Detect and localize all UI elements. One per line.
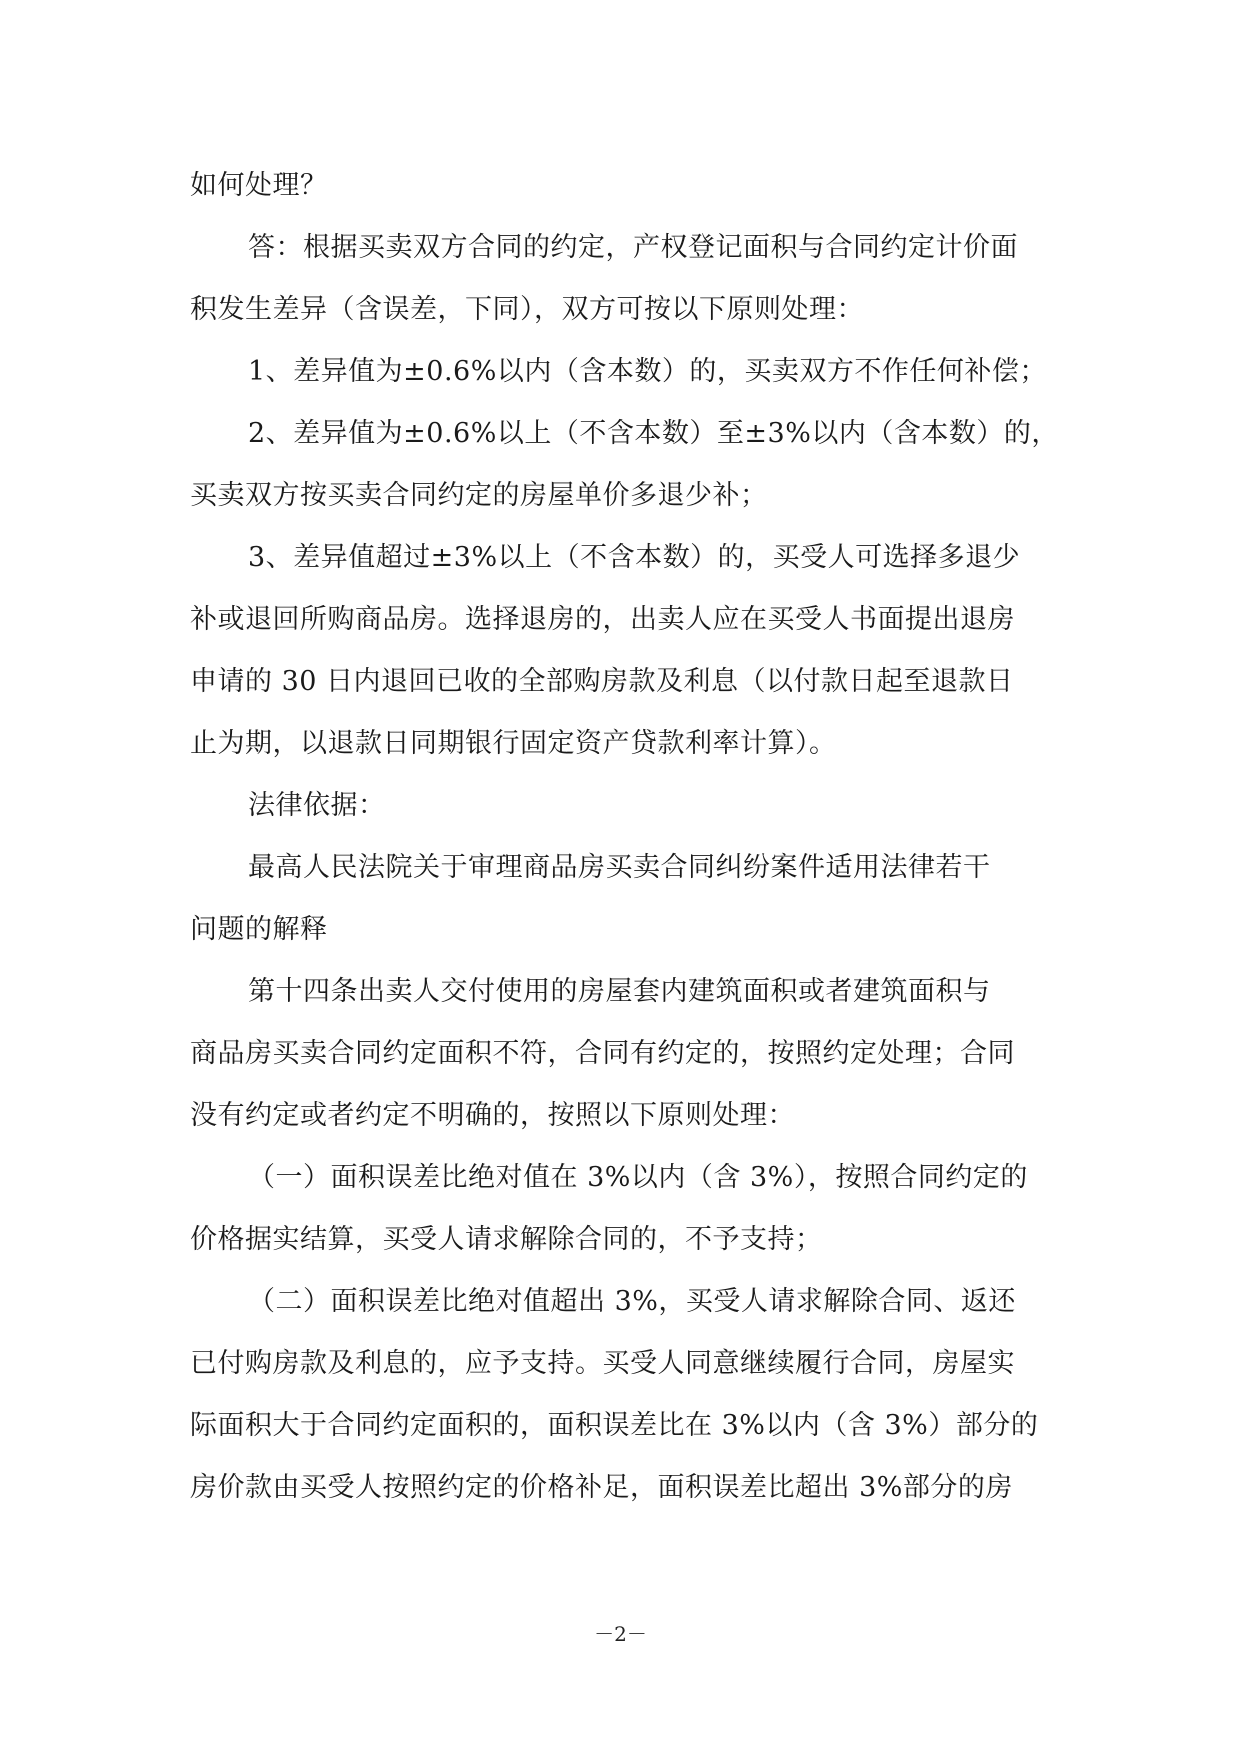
- text-line: 2、差异值为±0.6%以上（不含本数）至±3%以内（含本数）的，: [248, 418, 1059, 449]
- text-line: 问题的解释: [190, 914, 328, 945]
- text-line: 际面积大于合同约定面积的，面积误差比在 3%以内（含 3%）部分的: [190, 1410, 1039, 1441]
- text-line: 补或退回所购商品房。选择退房的，出卖人应在买受人书面提出退房: [190, 604, 1015, 635]
- text-line: 商品房买卖合同约定面积不符，合同有约定的，按照约定处理；合同: [190, 1038, 1015, 1069]
- text-line: （一）面积误差比绝对值在 3%以内（含 3%），按照合同约定的: [248, 1162, 1028, 1193]
- text-line: 如何处理？: [190, 170, 328, 201]
- text-line: 答：根据买卖双方合同的约定，产权登记面积与合同约定计价面: [248, 232, 1018, 263]
- text-line: 第十四条出卖人交付使用的房屋套内建筑面积或者建筑面积与: [248, 976, 991, 1007]
- text-line: 没有约定或者约定不明确的，按照以下原则处理：: [190, 1100, 795, 1131]
- text-line: 已付购房款及利息的，应予支持。买受人同意继续履行合同，房屋实: [190, 1348, 1015, 1379]
- text-line: 房价款由买受人按照约定的价格补足，面积误差比超出 3%部分的房: [190, 1472, 1013, 1503]
- text-line: （二）面积误差比绝对值超出 3%，买受人请求解除合同、返还: [248, 1286, 1016, 1317]
- text-line: 积发生差异（含误差，下同），双方可按以下原则处理：: [190, 294, 864, 325]
- document-body: [190, 155, 1059, 1519]
- text-line: 1、差异值为±0.6%以内（含本数）的，买卖双方不作任何补偿；: [248, 356, 1047, 387]
- text-line: 买卖双方按买卖合同约定的房屋单价多退少补；: [190, 480, 768, 511]
- section-heading: 法律依据：: [248, 790, 386, 821]
- page-number: －2－: [594, 1622, 647, 1646]
- text-line: 价格据实结算，买受人请求解除合同的，不予支持；: [190, 1224, 823, 1255]
- text-line: 申请的 30 日内退回已收的全部购房款及利息（以付款日起至退款日: [190, 666, 1014, 697]
- text-line: 止为期，以退款日同期银行固定资产贷款利率计算）。: [190, 728, 837, 759]
- text-line: 3、差异值超过±3%以上（不含本数）的，买受人可选择多退少: [248, 542, 1021, 573]
- text-line: 最高人民法院关于审理商品房买卖合同纠纷案件适用法律若干: [248, 852, 991, 883]
